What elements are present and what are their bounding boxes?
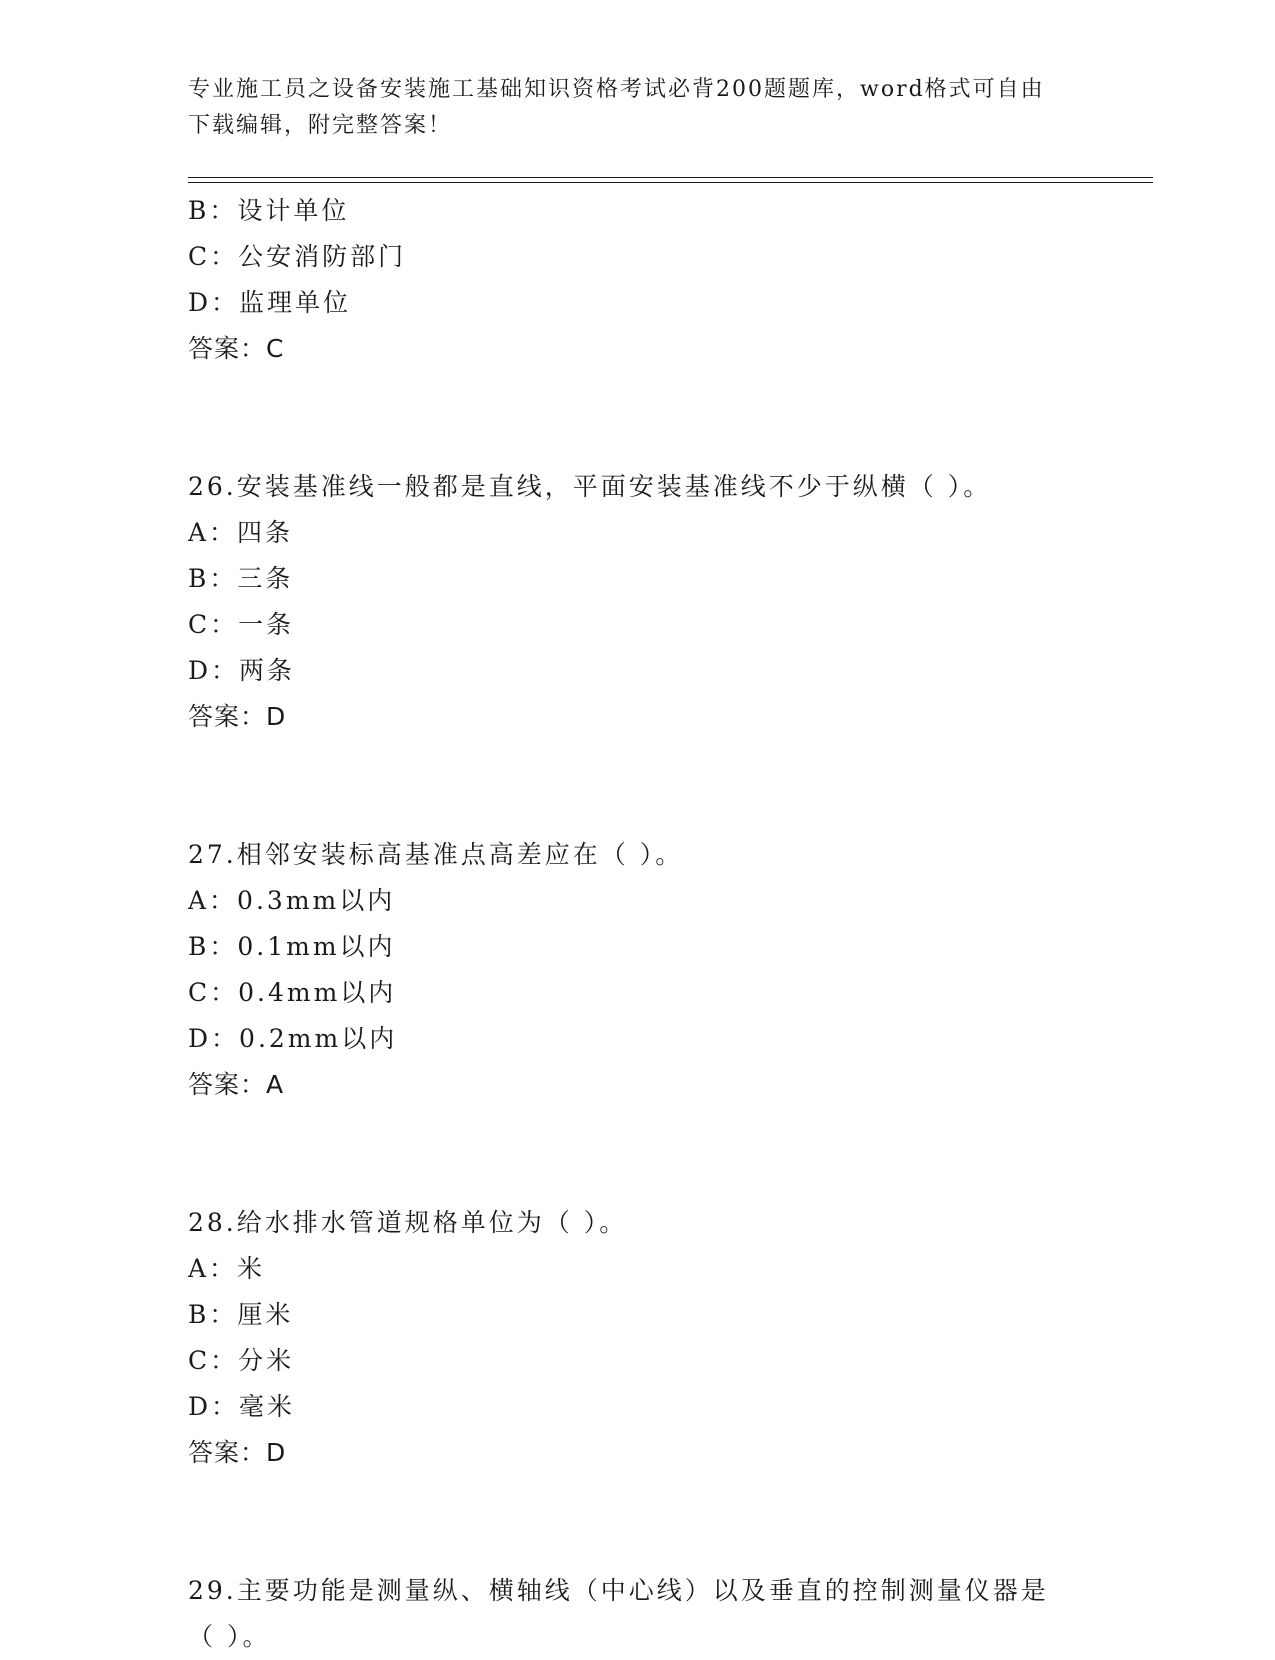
question-stem: 26.安装基准线一般都是直线，平面安装基准线不少于纵横（ ）。: [188, 472, 992, 501]
option-a: A：四条: [188, 518, 294, 547]
question-27: [188, 832, 1148, 1108]
answer-line: 答案：C: [188, 334, 285, 363]
spacer: [188, 372, 1148, 464]
question-26: [188, 464, 1148, 740]
option-c: C：0.4mm以内: [188, 978, 397, 1007]
option-c: C：一条: [188, 610, 295, 639]
option-d: D：监理单位: [188, 288, 352, 317]
header-line-1: 专业施工员之设备安装施工基础知识资格考试必背200题题库，word格式可自由: [188, 77, 1045, 102]
option-a: A：0.3mm以内: [188, 886, 396, 915]
option-b: B：0.1mm以内: [188, 932, 396, 961]
option-a: A：米: [188, 1254, 266, 1283]
option-d: D：0.2mm以内: [188, 1024, 398, 1053]
option-b: B：三条: [188, 564, 294, 593]
question-25: [188, 188, 1148, 372]
option-c: C：分米: [188, 1346, 295, 1375]
answer-line: 答案：D: [188, 702, 287, 731]
question-stem-line-2: （ ）。: [188, 1622, 271, 1651]
option-d: D：毫米: [188, 1392, 296, 1421]
option-c: C：公安消防部门: [188, 242, 407, 271]
question-stem: 28.给水排水管道规格单位为（ ）。: [188, 1208, 628, 1237]
answer-line: 答案：D: [188, 1438, 287, 1467]
option-b: B：设计单位: [188, 196, 350, 225]
header-rule-top: [188, 177, 1153, 178]
header-line-2: 下载编辑，附完整答案！: [188, 113, 453, 138]
answer-line: 答案：A: [188, 1070, 285, 1099]
spacer: [188, 1108, 1148, 1200]
option-d: D：两条: [188, 656, 296, 685]
question-stem: 27.相邻安装标高基准点高差应在（ ）。: [188, 840, 684, 869]
question-list: [188, 188, 1148, 1660]
question-stem-line-1: 29.主要功能是测量纵、横轴线（中心线）以及垂直的控制测量仪器是: [188, 1576, 1049, 1605]
question-28: [188, 1200, 1148, 1476]
document-header: [188, 72, 1088, 144]
spacer: [188, 1476, 1148, 1568]
option-b: B：厘米: [188, 1300, 294, 1329]
question-29: [188, 1568, 1148, 1660]
header-rule-bottom: [188, 182, 1153, 183]
spacer: [188, 740, 1148, 832]
